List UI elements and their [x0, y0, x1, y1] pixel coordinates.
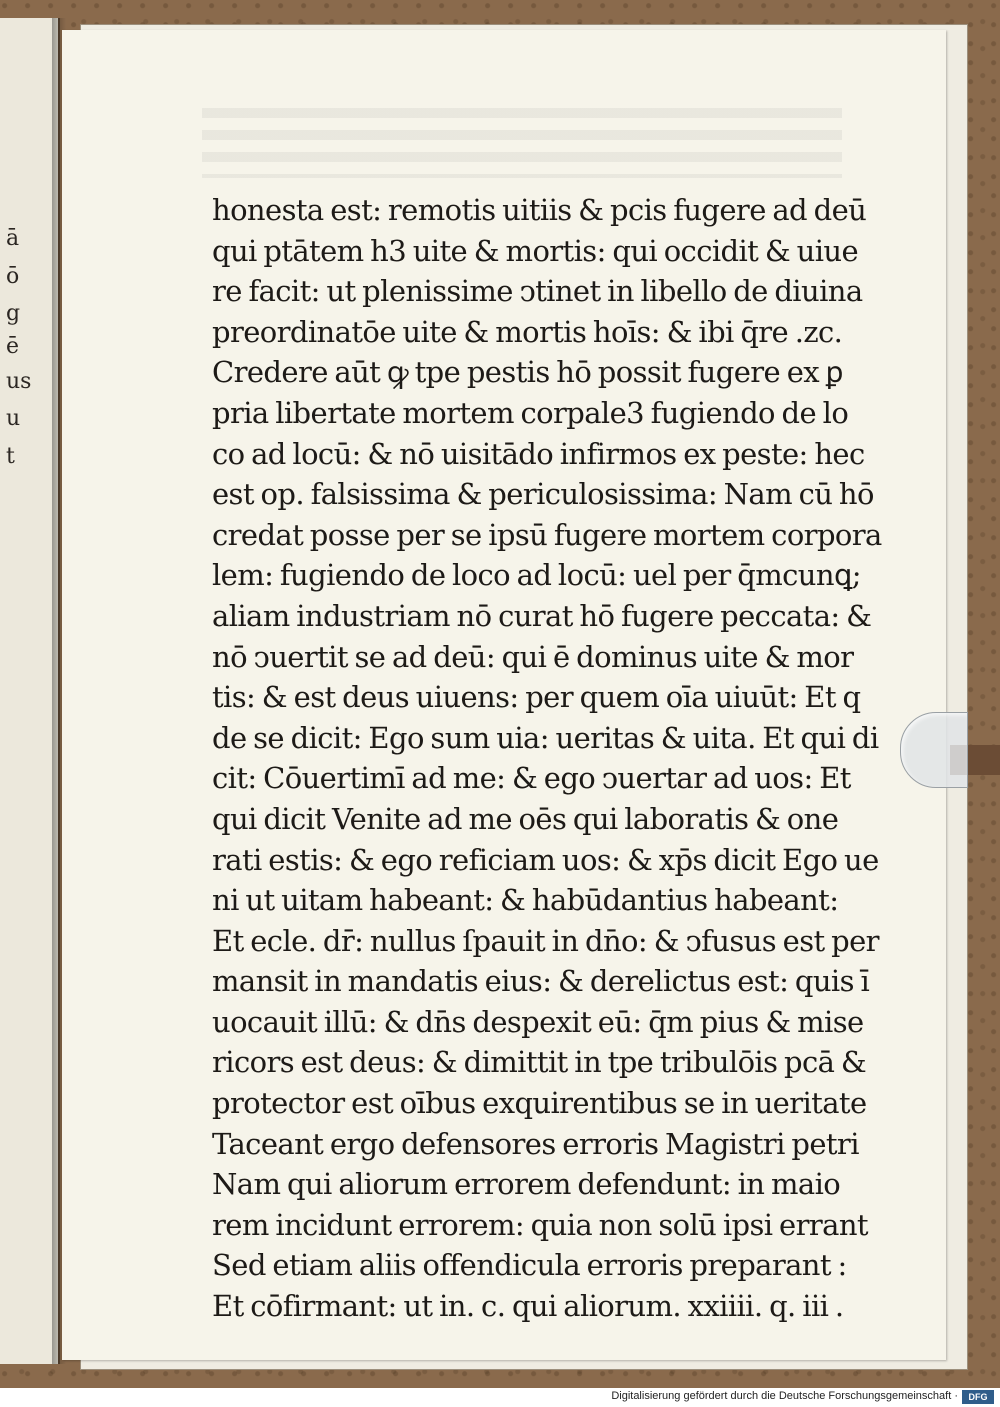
text-line: Taceant ergo defensores erroris Magistri petri — [212, 1126, 859, 1161]
text-line: uocauit illū: & dn̄s despexit eū: q̄m pius & mise — [212, 1004, 864, 1039]
text-line: credat posse per se ipsū fugere mortem corpora — [212, 517, 882, 552]
text-line: qui dicit Venite ad me oēs qui laboratis & one — [212, 801, 839, 836]
text-line: de se dicit: Ego sum uia: ueritas & uita. Et qui di — [212, 720, 879, 755]
left-page-fragment: t — [6, 444, 15, 469]
text-line: est op. falsissima & periculosissima: Nam cū hō — [212, 477, 874, 512]
book-page — [62, 30, 946, 1360]
text-line: lem: fugiendo de loco ad locū: uel per q̄mcunꝗ; — [212, 558, 861, 593]
text-line: rati estis: & ego reficiam uos: & xp̄s dicit Ego ue — [212, 842, 879, 877]
left-page-fragment: u — [6, 406, 21, 431]
footer-bar — [0, 1388, 1000, 1407]
text-line: mansit in mandatis eius: & derelictus est: quis ī — [212, 964, 870, 999]
text-block — [212, 190, 882, 1327]
left-page-fragment: ā — [6, 226, 20, 251]
page-clip — [900, 712, 968, 788]
text-line: Sed etiam aliis offendicula erroris preparant : — [212, 1248, 847, 1283]
text-line: honesta est: remotis uitiis & pcis fugere ad deū — [212, 193, 867, 227]
left-page-fragment: ō — [6, 264, 20, 289]
text-line: ricors est deus: & dimittit in tpe tribulōis pcā & — [212, 1045, 867, 1080]
text-line: cit: Cōuertimī ad me: & ego ↄuertar ad uos: Et — [212, 761, 851, 796]
text-line: Nam qui aliorum errorem defendunt: in maio — [212, 1167, 841, 1202]
dfg-logo: DFG — [962, 1390, 994, 1404]
text-line: qui ptātem h3 uite & mortis: qui occidit & uiue — [212, 233, 859, 268]
left-page-fragment: g — [6, 301, 21, 326]
text-line: re facit: ut plenissime ↄtinet in libello de diuina — [212, 274, 863, 309]
text-line: rem incidunt errorem: quia non solū ipsi errant — [212, 1207, 868, 1242]
text-line: Et ecle. dr̄: nullus ſpauit in dn̄o: & ↄfusus est per — [212, 923, 879, 958]
text-line: Et cōfirmant: ut in. c. qui aliorum. xxiiii. q. iii . — [212, 1289, 844, 1324]
text-line: co ad locū: & nō uisitādo infirmos ex peste: hec — [212, 436, 865, 471]
left-page-fragment: us — [6, 369, 32, 394]
funding-credit: Digitalisierung gefördert durch die Deutsche Forschungsgemeinschaft · — [611, 1390, 958, 1402]
left-page-edge — [0, 18, 60, 1364]
text-line: tis: & est deus uiuens: per quem oīa uiuūt: Et q — [212, 680, 861, 715]
left-page-fragment: ē — [6, 334, 20, 359]
text-line: protector est oībus exquirentibus se in ueritate — [212, 1086, 867, 1121]
text-line: aliam industriam nō curat hō fugere peccata: & — [212, 598, 872, 633]
text-line: Credere aūt ꝙ tpe pestis hō possit fugere ex ꝑ — [212, 355, 843, 390]
text-line: pria libertate mortem corpale3 fugiendo de lo — [212, 395, 849, 430]
text-line: ni ut uitam habeant: & habūdantius habeant: — [212, 883, 839, 918]
text-line: preordinatōe uite & mortis hoīs: & ibi q̄re .zc. — [212, 314, 843, 349]
show-through-text — [202, 108, 842, 178]
text-line: nō ↄuertit se ad deū: qui ē dominus uite & mor — [212, 639, 854, 674]
